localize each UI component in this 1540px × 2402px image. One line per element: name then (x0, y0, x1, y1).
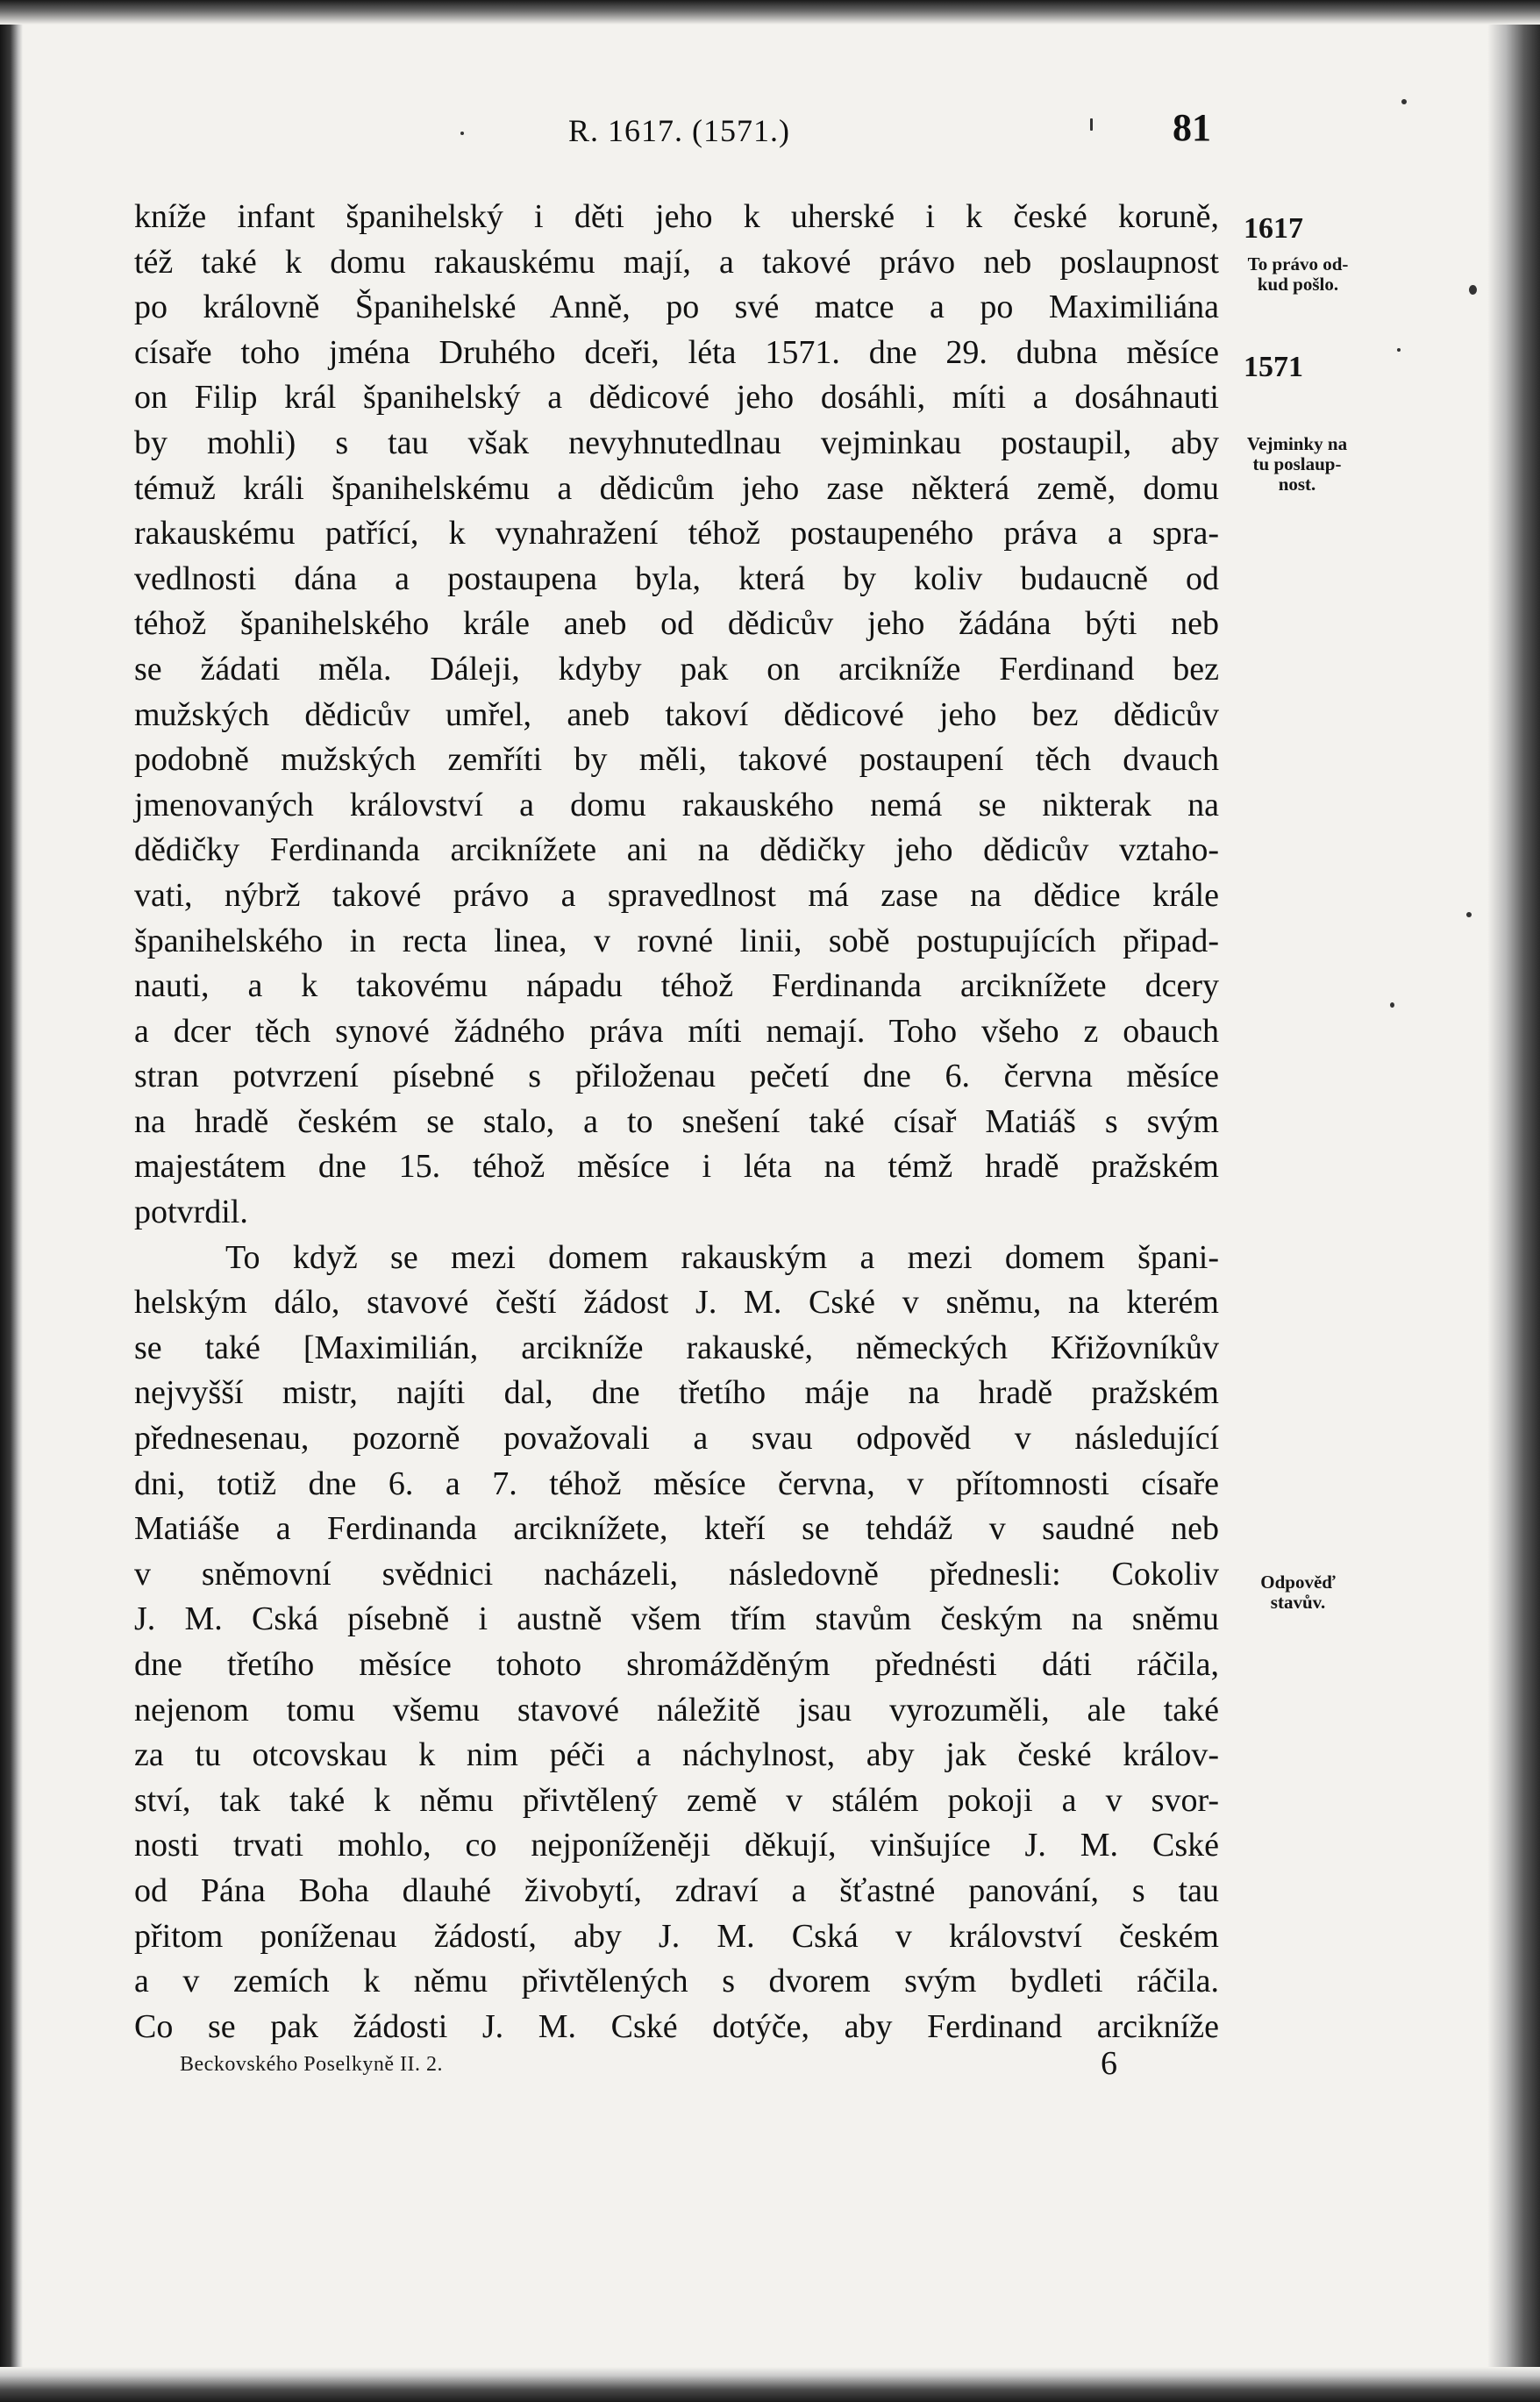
text-line: mužských dědicův umřel, aneb takoví dědicové jeho bez dědicův (134, 695, 1219, 733)
scan-edge-right (1487, 0, 1540, 2402)
scan-speck (1401, 99, 1407, 104)
text-line: podobně mužských zemříti by měli, takové postaupení těch dvauch (134, 741, 1219, 779)
text-line: za tu otcovskau k nim péči a náchylnost, aby jak české králov- (134, 1736, 1219, 1774)
text-line: též také k domu rakauskému mají, a takové právo neb poslaupnost (134, 243, 1219, 281)
text-line: stran potvrzení písebné s přiloženau pečetí dne 6. června měsíce (134, 1058, 1219, 1095)
margin-year-1617: 1617 (1244, 212, 1303, 245)
text-line: nejenom tomu všemu stavové náležitě jsau vyrozuměli, ale také (134, 1691, 1219, 1728)
text-line: helským dálo, stavové čeští žádost J. M. Cské v sněmu, na kterém (134, 1284, 1219, 1322)
text-line: se také [Maximilián, arcikníže rakauské, německých Křižovníkův (134, 1329, 1219, 1366)
text-line: po královně Španihelské Anně, po své matce a po Maximiliána (134, 289, 1219, 326)
text-line: nosti trvati mohlo, co nejponíženěji děkují, vinšujíce J. M. Cské (134, 1827, 1219, 1864)
text-line: témuž králi španihelskému a dědicům jeho zase některá země, domu (134, 469, 1219, 507)
scan-speck (1090, 118, 1093, 131)
text-line: se žádati měla. Dáleji, kdyby pak on arcikníže Ferdinand bez (134, 650, 1219, 688)
margin-note-odpoved: Odpověď stavův. (1260, 1572, 1336, 1613)
text-line: téhož španihelského krále aneb od dědicův jeho žádána býti neb (134, 605, 1219, 643)
margin-year-1571: 1571 (1244, 351, 1303, 383)
margin-note-vejminky: Vejminky na tu poslaup- nost. (1246, 433, 1348, 495)
text-line: dne třetího měsíce tohoto shromážděným přednésti dáti ráčila, (134, 1646, 1219, 1683)
text-line: dědičky Ferdinanda arciknížete ani na dědičky jeho dědicův vztaho- (134, 831, 1219, 869)
text-line: nejvyšší mistr, najíti dal, dne třetího máje na hradě pražském (134, 1374, 1219, 1412)
text-line: Matiáše a Ferdinanda arciknížete, kteří se tehdáž v saudné neb (134, 1510, 1219, 1548)
text-line: v sněmovní svědnici nacházeli, následovně přednesli: Cokoliv (134, 1555, 1219, 1593)
text-line: vati, nýbrž takové právo a spravedlnost má zase na dědice krále (134, 876, 1219, 914)
text-line: nauti, a k takovému nápadu téhož Ferdinanda arciknížete dcery (134, 967, 1219, 1005)
text-line: majestátem dne 15. téhož měsíce i léta na témž hradě pražském (134, 1148, 1219, 1186)
text-line: rakauskému patřící, k vynahražení téhož postaupeného práva a spra- (134, 515, 1219, 552)
text-line: by mohli) s tau však nevyhnutedlnau vejminkau postaupil, aby (134, 424, 1219, 461)
text-line: kníže infant španihelský i děti jeho k uherské i k české koruně, (134, 198, 1219, 235)
sheet-number: 6 (1101, 2045, 1117, 2082)
body-text (134, 195, 1219, 2049)
scan-speck (1469, 285, 1477, 295)
text-line: ství, tak také k němu přivtělený země v stálém pokoji a v svor- (134, 1781, 1219, 1819)
scan-edge-top (0, 0, 1540, 25)
text-line: a dcer těch synové žádného práva míti nemají. Toho všeho z obauch (134, 1012, 1219, 1050)
text-line: dni, totiž dne 6. a 7. téhož měsíce června, v přítomnosti císaře (134, 1465, 1219, 1502)
text-line: přednesenau, pozorně považovali a svau odpověd v následující (134, 1420, 1219, 1458)
scan-speck (460, 132, 464, 135)
text-line: vedlnosti dána a postaupena byla, která by koliv budaucně od (134, 560, 1219, 597)
scan-edge-left (0, 0, 23, 2402)
text-line: císaře toho jména Druhého dceři, léta 1571. dne 29. dubna měsíce (134, 333, 1219, 371)
scan-speck (1390, 1002, 1394, 1008)
text-line: potvrdil. (134, 1194, 248, 1231)
text-line: od Pána Boha dlauhé živobytí, zdraví a šťastné panování, s tau (134, 1871, 1219, 1909)
text-line: přitom poníženau žádostí, aby J. M. Cská v království českém (134, 1917, 1219, 1955)
scan-speck (1397, 348, 1401, 352)
running-title: R. 1617. (1571.) (568, 113, 790, 148)
text-line: To když se mezi domem rakauským a mezi domem špani- (225, 1238, 1219, 1276)
page-number: 81 (1173, 106, 1211, 149)
scan-speck (1466, 912, 1472, 917)
text-line: na hradě českém se stalo, a to snešení také císař Matiáš s svým (134, 1102, 1219, 1140)
scan-edge-bottom (0, 2367, 1540, 2402)
margin-note-pravo: To právo od- kud pošlo. (1247, 253, 1349, 295)
text-line: on Filip král španihelský a dědicové jeho dosáhli, míti a dosáhnauti (134, 379, 1219, 417)
text-line: jmenovaných království a domu rakauského nemá se nikterak na (134, 786, 1219, 823)
text-line: španihelského in recta linea, v rovné linii, sobě postupujících připad- (134, 922, 1219, 959)
text-line: a v zemích k němu přivtělených s dvorem svým bydleti ráčila. (134, 1963, 1219, 2000)
text-line: J. M. Cská písebně i austně všem třím stavům českým na sněmu (134, 1600, 1219, 1638)
signature-mark: Beckovského Poselkyně II. 2. (180, 2053, 443, 2076)
text-line: Co se pak žádosti J. M. Cské dotýče, aby Ferdinand arcikníže (134, 2007, 1219, 2045)
